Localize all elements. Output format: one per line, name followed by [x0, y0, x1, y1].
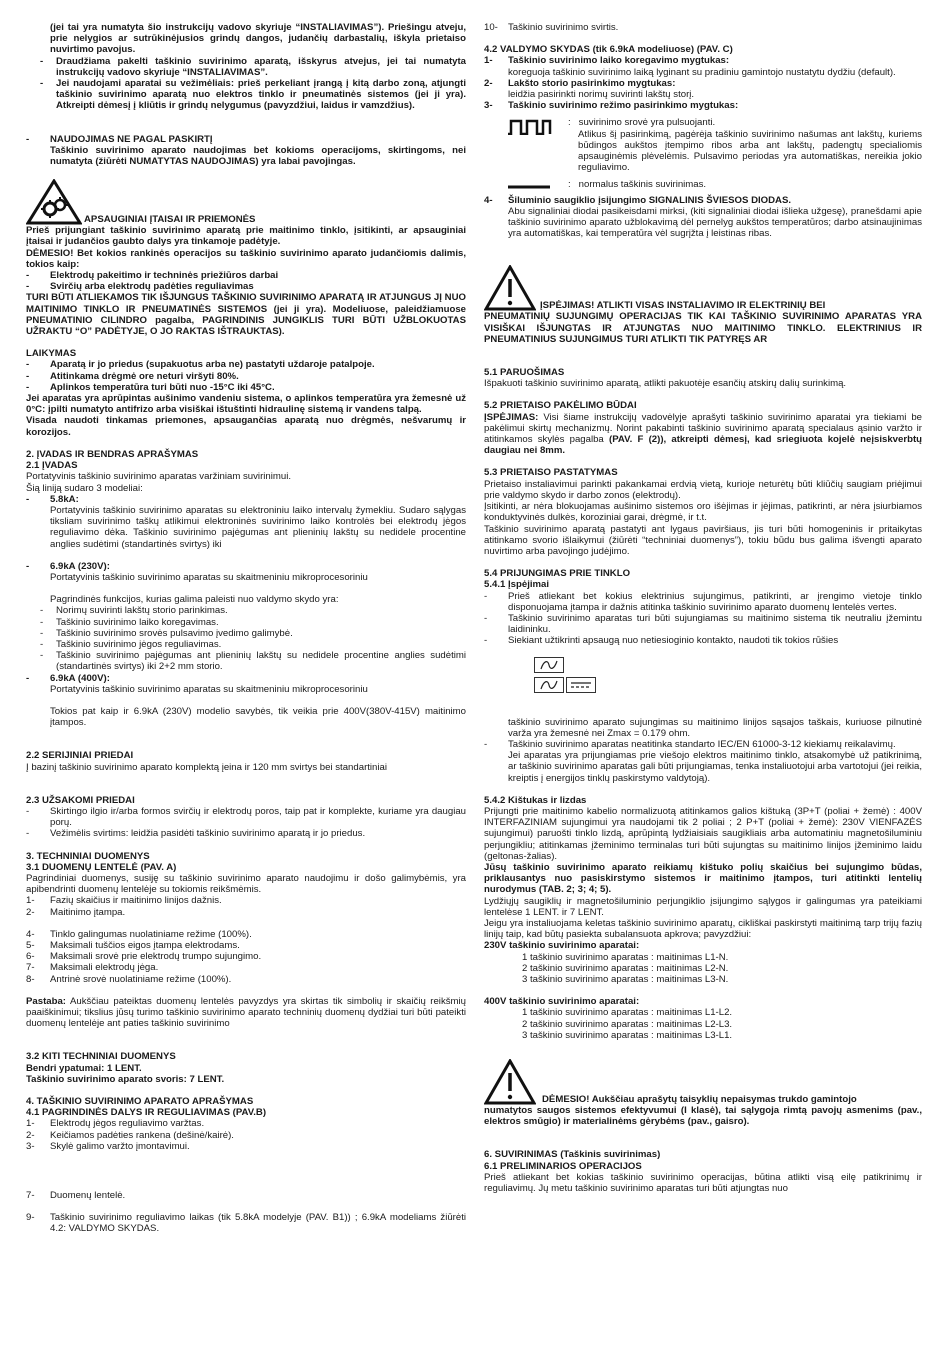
section-4-2-heading: 4.2 VALDYMO SKYDAS (tik 6.9kA modeliuose) (PAV. C)	[484, 44, 733, 56]
list-item: 1 taškinio suvirinimo aparatas : maitinimas L1-N.	[522, 951, 729, 963]
placement-text: Įsitikinti, ar nėra blokuojamas aušinimo sistemos oro išėjimas ir įėjimas, patikrinti, ar nėra įsiurbiamos konduktyvinės dulkės, koroziniai garai, drėgmė, ir t.t.	[484, 501, 925, 524]
safety-warning: DĖMESIO! Aukščiau aprašytų taisyklių nepaisymas trukdo gamintojo	[484, 1059, 922, 1105]
voltage-230-list	[484, 952, 922, 986]
list-item: - Taškinio suvirinimo aparatas neatitinka standarto IEC/EN 61000-3-12 kiekiamų reikalavimų.	[484, 738, 896, 750]
list-item: - Prieš atliekant bet kokius elektrinius sujungimus, patikrinti, ar įrengimo vietoje tinklo disponuojama įtampa ir dažnis atitinka taškinio suvirinimo aparato duomenų lentelės vertes.	[484, 590, 922, 613]
list-item: 3- Skylė galimo varžto įmontavimui.	[26, 1140, 190, 1152]
pulse-mode: : suvirinimo srovė yra pulsuojanti. Atlikus šį pasirinkimą, pagėrėja taškinio suvirinimo našumas ant lakštų, kuriems būdingos aukštos įtempimo ribos arba ant lakštų, padengtų specialiomis apsauginėmis plėvelėmis. Pulsavimo periodas yra automatiškas, nereikia jokio reguliavimo.	[508, 117, 922, 173]
list-item: 10- Taškinio suvirinimo svirtis.	[484, 22, 619, 33]
section-2-2-heading: 2.2 SERIJINIAI PRIEDAI	[26, 750, 134, 762]
section-5-4-2-heading: 5.4.2 Kištukas ir lizdas	[484, 794, 587, 806]
safety-warning-text: numatytos saugos sistemos efektyvumui (I klasė), tai sąlygoja rimtą pavojų asmenims (pav., elektros smūgio) ir materialinėms gėrybėms (pav., gaisro).	[484, 1105, 925, 1128]
misuse-heading: - NAUDOJIMAS NE PAGAL PASKIRTĮ	[26, 133, 213, 145]
protection-heading: APSAUGINIAI ĮTAISAI IR PRIEMONĖS	[26, 179, 466, 225]
section-6-1-heading: 6.1 PRELIMINARIOS OPERACIJOS	[484, 1160, 642, 1172]
section-6-heading: 6. SUVIRINIMAS (Taškinis suvirinimas)	[484, 1149, 661, 1161]
rcd-symbol-icon	[534, 677, 564, 693]
section-5-3-heading: 5.3 PRIETAISO PASTATYMAS	[484, 467, 618, 479]
protection-caps: TURI BŪTI ATLIEKAMOS TIK IŠJUNGUS TAŠKINIO SUVIRINIMO APARATĄ IR ATJUNGUS JĮ NUO MAITINIMO TINKLO IR PNEUMATINĖS SISTEMOS (jei ji yra). Modeliuose, paleidžiamuose PNEUMATINIO CILINDRO pagalba, PAGRINDINIS JUNGIKLIS TURI BŪTI UŽBLOKUOTAS UŽRAKTU “O” PADĖTYJE, O JO RAKTAS IŠTRAUKTAS).	[26, 292, 469, 338]
voltage-400-list	[484, 1007, 922, 1041]
list-item: - Taškinio suvirinimo aparatas turi būti sujungiamas su maitinimo sistema tik neutraliu įžemintu laidininku.	[484, 612, 922, 636]
model-heading: - 6.9kA (400V):	[26, 672, 110, 684]
led-text: Abu signaliniai diodai pasikeisdami mirksi, (kiti signaliniai diodai išlieka užgesę), pranešdami apie taškinio suvirinimo aparato užblokavimą dėl pernelyg aukštos temperatūros; darbo atsinaujinimas yra automatiškas, kai temperatūra vėl sugrįžta į leistinas ribas.	[508, 205, 925, 240]
list-item: 7- Maksimali elektrodų jėga.	[26, 962, 159, 974]
section-2-1-heading: 2.1 ĮVADAS	[26, 460, 78, 472]
tech-data-line: Bendri ypatumai: 1 LENT.	[26, 1062, 142, 1074]
section-2-heading: 2. ĮVADAS IR BENDRAS APRAŠYMAS	[26, 448, 199, 460]
preliminary-text: Prieš atliekant bet kokias taškinio suvirinimo operacijas, būtina atlikti visą eilę patikrinimų ir reguliavimų. Jų metu taškinio suvirinimo aparatas turi būti atjungtas nuo	[484, 1171, 925, 1195]
continuous-line-icon	[508, 181, 552, 191]
install-continuation: (jei tai yra numatyta šio instrukcijų vadovo skyriuje “INSTALIAVIMAS”). Priešingu atveju, prie nelygios ar sutrūkinėjusios grindų dangos, judančių darbastalių, iškyla prietaiso nuvirtimo pavojus.	[50, 22, 469, 56]
model-heading: - 5.8kA:	[26, 493, 79, 505]
tech-data-line: Taškinio suvirinimo aparato svoris: 7 LENT.	[26, 1073, 225, 1085]
list-item: - Aparatą ir jo priedus (supakuotus arba ne) pastatyti uždaroje patalpoje.	[26, 359, 375, 371]
list-item: 4- Šiluminio saugiklio įsijungimo SIGNALINIS ŠVIESOS DIODAS.	[484, 194, 792, 206]
model-heading: - 6.9kA (230V):	[26, 560, 110, 572]
model-text: Portatyvinis taškinio suvirinimo aparatas su elektroniniu laiko intervalų žymekliu. Sudaro sąlygas tiksliam suvirinimo taškų atlikimui elektroninės suvirinimo laiko kontrolės bei elektrodų jėgos reguliavimo dėka. Taškinio suvirinimo pajėgumas ant plieninių lakštų su nedidele procentine anglies sudėtimi (standartinės svirtys) iki	[50, 504, 469, 550]
model-text: Portatyvinis taškinio suvirinimo aparatas su skaitmeniniu mikroprocesoriniu	[50, 683, 368, 695]
list-item: - Elektrodų pakeitimo ir techninės priežiūros darbai	[26, 270, 279, 282]
data-plate-list	[26, 929, 466, 985]
list-item: - Norimų suvirinti lakštų storio parinkimas.	[40, 605, 228, 617]
list-item: 6- Maksimali srovė prie elektrodų trumpo sujungimo.	[26, 951, 262, 963]
plug-text: Prijungti prie maitinimo kabelio normalizuotą atitinkamos galios kištuką (3P+T (poliai + žemė) : 400V INTERFAZINIAM sujungimui yra naudojami tik 2 poliai ; 2 P+T (poliai + žemė): 230V VIENFAZĖS sujungimui) paruošti tinklo lizdą, aprūpintą lydžiaisiais saugikliais arba automatiniu magnetošiluminiu perjungikliu; atitinkamas įžeminimo terminalas turi būti sujungtas su maitinimo linijos įžeminimo laidu (geltonas-žalias).	[484, 805, 925, 862]
section-3-2-heading: 3.2 KITI TECHNINIAI DUOMENYS	[26, 1051, 176, 1063]
data-plate-text: Pagrindiniai duomenys, susiję su taškinio suvirinimo aparato naudojimu ir došo galimybėmis, yra apibendrinti duomenų lentelėje su tokiomis reikšmėmis.	[26, 872, 469, 896]
list-item: 1 taškinio suvirinimo aparatas : maitinimas L1-L2.	[522, 1007, 733, 1019]
protection-warning: DĖMESIO! Bet kokios rankinės operacijos su taškinio suvirinimo aparato judančiomis dalimis, tokios kaip:	[26, 247, 469, 270]
misuse-text: Taškinio suvirinimo aparato naudojimas bet kokioms operacijoms, skirtingoms, nei numatyta (žiūrėti NUMATYTAS NAUDOJIMAS) yra labai pavojingas.	[50, 144, 469, 168]
section-5-4-1-heading: 5.4.1 Įspėjimai	[484, 579, 550, 591]
left-column	[26, 22, 469, 1235]
voltage-230-heading: 230V taškinio suvirinimo aparatai:	[484, 940, 640, 952]
list-item: 4- Tinklo galingumas nuolatiniame režime (100%).	[26, 928, 252, 940]
list-item: 1- Fazių skaičius ir maitinimo linijos dažnis.	[26, 895, 222, 907]
plug-text: Lydžiųjų saugiklių ir magnetošiluminio perjungiklio įsijungimo sąlygos ir galingumas yra pateikiami lentelėse 1 LENT. ir 7 LENT.	[484, 895, 925, 918]
list-item: - Taškinio suvirinimo srovės pulsavimo įvedimo galimybė.	[40, 627, 293, 639]
intro-text: Šią liniją sudaro 3 modeliai:	[26, 482, 143, 494]
connection-text: taškinio suvirinimo aparato sujungimas su maitinimo linijos sąsajos taškais, kuriuose pilnutinė varža yra žemesnė nei Zmax = 0.179 ohm.	[508, 716, 925, 739]
control-text: koreguoja taškinio suvirinimo laiką lyginant su pradiniu gamintojo nustatytu dydžiu (default).	[508, 66, 896, 78]
lifting-text: ĮSPĖJIMAS: Visi šiame instrukcijų vadovėlyje aprašyti taškinio suvirinimo aparatai yra tiekiami be pakėlimui skirtų mechanizmų. Norint pakabinti taškinio suvirinimo aparatą specialaus ąsinio varžto ir atitinkamos skylės pagalba (PAV. F (2)), atkreipti dėmesį, kad sriegiuota kojelė neįsiskverbtų daugiau nei 8mm.	[484, 411, 925, 457]
list-item: - Taškinio suvirinimo jėgos reguliavimas.	[40, 638, 222, 650]
gear-warning-icon	[26, 179, 82, 225]
model-text: Tokios pat kaip ir 6.9kA (230V) modelio savybės, tik veikia prie 400V(380V-415V) maitinimo įtampos.	[50, 705, 469, 729]
pulse-wave-icon	[508, 119, 552, 135]
list-item: 7- Duomenų lentelė.	[26, 1190, 126, 1202]
right-column	[484, 22, 925, 1195]
intro-text: Portatyvinis taškinio suvirinimo aparatas varžiniam suvirinimui.	[26, 471, 291, 483]
list-item: - Draudžiama pakelti taškinio suvirinimo aparatą, išskyrus atvejus, jei tai numatyta instrukcijų vadovo skyriuje “INSTALIAVIMAS”.	[40, 55, 466, 78]
section-5-4-heading: 5.4 PRIJUNGIMAS PRIE TINKLO	[484, 568, 631, 580]
list-item: 1- Taškinio suvirinimo laiko koregavimo mygtukas:	[484, 55, 730, 67]
list-item: - Aplinkos temperatūra turi būti nuo -15°C iki 45°C.	[26, 381, 275, 393]
parts-list	[26, 1118, 466, 1152]
connection-text: Jei aparatas yra prijungiamas prie viešojo elektros maitinimo tinklo, atsakomybė už patikrinimą, ar taškinio suvirinimo aparatas gali būti prijungiamas, tenka instaliuotojui arba vartotojui (jei reikia, kreiptis į energijos tinklų paskirstymo valdytoją).	[508, 750, 925, 784]
dc-symbol-icon	[566, 677, 596, 693]
section-5-1-heading: 5.1 PARUOŠIMAS	[484, 367, 565, 379]
list-item: - Jei naudojami aparatai su vežimėliais: prieš perkeliant įrangą į kitą darbo zoną, atjungti taškinio suvirinimo aparatą nuo elektros tinklo ir pneumatinės sistemos (jei ji yra). Atkreipti dėmesį į kliūtis ir grindų nelygumus (pavyzdžiui, laidus ir vamzdžius).	[40, 78, 466, 112]
list-item: 2- Keičiamos padėties rankena (dešinė/kairė).	[26, 1129, 234, 1141]
list-item: 8- Antrinė srovė nuolatiniame režime (100%).	[26, 973, 232, 985]
plug-text: Jeigu yra instaliuojama keletas taškinio suvirinimo aparatų, cikliškai paskirstyti maitinimą tarp trijų fazių linijų taip, kad būtų pasiekta subalansuota apkrova; pavyzdžiui:	[484, 917, 925, 941]
list-item: - Taškinio suvirinimo laiko koregavimas.	[40, 616, 219, 628]
list-item: - Siekiant užtikrinti apsaugą nuo netiesioginio kontakto, naudoti tik tokios rūšies	[484, 635, 839, 647]
list-item: 1- Elektrodų jėgos reguliavimo varžtas.	[26, 1118, 205, 1130]
serial-accessories-text: Į bazinį taškinio suvirinimo aparato komplektą įeina ir 120 mm svirtys bei standartiniai	[26, 761, 387, 773]
normal-mode: : normalus taškinis suvirinimas.	[508, 179, 922, 194]
note-text: Pastaba: Aukščiau pateiktas duomenų lentelės pavyzdys yra skirtas tik simbolių ir skaičių reikšmių paaiškinimui; tikslius jūsų turimo taškinio suvirinimo aparato techninių duomenų dydžiai turi būti pateikti duomenų lentelėje ant paties taškinio suvirinimo	[26, 995, 469, 1030]
protection-text: Prieš prijungiant taškinio suvirinimo aparatą prie maitinimo tinklo, įsitikinti, ar apsauginiai įtaisai ir judančios gaubto dalys yra tinkamoje padėtyje.	[26, 225, 469, 248]
list-item: 9- Taškinio suvirinimo reguliavimo laikas (tik 5.8kA modelyje (PAV. B1)) ; 6.9kA modeliams žiūrėti 4.2: VALDYMO SKYDAS.	[26, 1212, 466, 1235]
installation-warning-text: PNEUMATINIŲ SUJUNGIMŲ OPERACIJAS TIK KAI TAŠKINIO SUVIRINIMO APARATAS YRA VISIŠKAI IŠJUNGTAS IR ATJUNGTAS NUO MAITINIMO TINKLO. ELEKTRINIUS IR PNEUMATINIUS SUJUNGIMUS TURI ATLIKTI TIK PATYRĘS AR	[484, 311, 925, 345]
list-item: 2 taškinio suvirinimo aparatas : maitinimas L2-L3.	[522, 1018, 733, 1030]
section-5-2-heading: 5.2 PRIETAISO PAKĖLIMO BŪDAI	[484, 400, 637, 412]
placement-text: Taškinio suvirinimo aparatą pastatyti ant lygaus paviršiaus, jis turi būti homogeninis ir pritaikytas atitinkamo svorio išlaikymui (žiūrėti “techniniai duomenys”), tokiu būdu bus galima išvengti aparato nuvirtimo arba pavojingo judėjimo.	[484, 523, 925, 557]
data-plate-list	[26, 895, 466, 917]
list-item: - Svirčių arba elektrodų padėties reguliavimas	[26, 281, 254, 293]
section-4-heading: 4. TAŠKINIO SUVIRINIMO APARATO APRAŠYMAS	[26, 1096, 254, 1108]
section-2-3-heading: 2.3 UŽSAKOMI PRIEDAI	[26, 794, 135, 806]
list-item: 3 taškinio suvirinimo aparatas : maitinimas L3-N.	[522, 974, 729, 985]
plug-bold-text: Jūsų taškinio suvirinimo aparato reikiamų kištuko polių skaičius bei sujungimo būdas, priklausantys nuo pasiskirstymo sistemos ir maitinimo įtampos, turi atitinkti lentelių nurodymus (TAB. 2; 3; 4; 5).	[484, 861, 925, 896]
section-3-1-heading: 3.1 DUOMENŲ LENTELĖ (PAV. A)	[26, 861, 177, 873]
breaker-symbols	[534, 657, 922, 695]
model-text: Portatyvinis taškinio suvirinimo aparatas su skaitmeniniu mikroprocesoriniu	[50, 571, 368, 583]
list-item: 2 taškinio suvirinimo aparatas : maitinimas L2-N.	[522, 962, 729, 974]
list-item: - Vežimėlis svirtims: leidžia pasidėti taškinio suvirinimo aparatą ir jo priedus.	[26, 828, 366, 840]
list-item: 5- Maksimali tuščios eigos įtampa elektrodams.	[26, 940, 240, 951]
rcd-symbol-icon	[534, 657, 564, 673]
preparation-text: Išpakuoti taškinio suvirinimo aparatą, atlikti pakuotėje esančių atskirų dalių surinkimą.	[484, 378, 847, 390]
control-text: leidžia pasirinkti norimų suvirinti lakštų storį.	[508, 89, 695, 101]
installation-warning: ĮSPĖJIMAS! ATLIKTI VISAS INSTALIAVIMO IR ELEKTRINIŲ BEI	[484, 265, 922, 311]
storage-text: Jei aparatas yra aprūpintas aušinimo vandeniu sistema, o aplinkos temperatūra yra žemesnė už 0°C: įpilti numatyto antifrizo arba visiškai ištuštinti hidraulinę sistemą ir vandens talpą.	[26, 393, 469, 416]
warning-icon	[484, 265, 536, 311]
storage-heading: LAIKYMAS	[26, 348, 77, 360]
list-item: - Atitinkama drėgmė ore neturi viršyti 80%.	[26, 370, 239, 382]
list-item: - Skirtingo ilgio ir/arba formos svirčių ir elektrodų poros, taip pat ir komplekte, kuriame yra daugiau porų.	[26, 805, 466, 829]
section-3-heading: 3. TECHNINIAI DUOMENYS	[26, 850, 150, 862]
list-item: 3- Taškinio suvirinimo režimo pasirinkimo mygtukas:	[484, 100, 739, 112]
section-4-1-heading: 4.1 PAGRINDINĖS DALYS IR REGULIAVIMAS (PAV.B)	[26, 1107, 267, 1119]
warning-icon	[484, 1059, 536, 1105]
placement-text: Prietaiso instaliavimui parinkti pakankamai erdvią vietą, kurioje neturėtų būti kliūčių saugiam priėjimui prie valdymo skydo ir darbo zonos (elektrodų).	[484, 478, 925, 501]
model-functions: Pagrindinės funkcijos, kurias galima paleisti nuo valdymo skydo yra:	[50, 594, 339, 606]
storage-text: Visada naudoti tinkamas priemones, apsaugančias aparatą nuo drėgmės, nešvarumų ir korozijos.	[26, 415, 469, 438]
list-item: 2- Maitinimo įtampa.	[26, 906, 126, 918]
list-item: 3 taškinio suvirinimo aparatas : maitinimas L3-L1.	[522, 1029, 733, 1041]
voltage-400-heading: 400V taškinio suvirinimo aparatai:	[484, 996, 640, 1008]
list-item: 2- Lakšto storio pasirinkimo mygtukas:	[484, 77, 676, 89]
list-item: - Taškinio suvirinimo pajėgumas ant plieninių lakštų su nedidele procentine anglies sudėtimi (standartinės svirtys) iki 2+2 mm storio.	[40, 650, 466, 673]
